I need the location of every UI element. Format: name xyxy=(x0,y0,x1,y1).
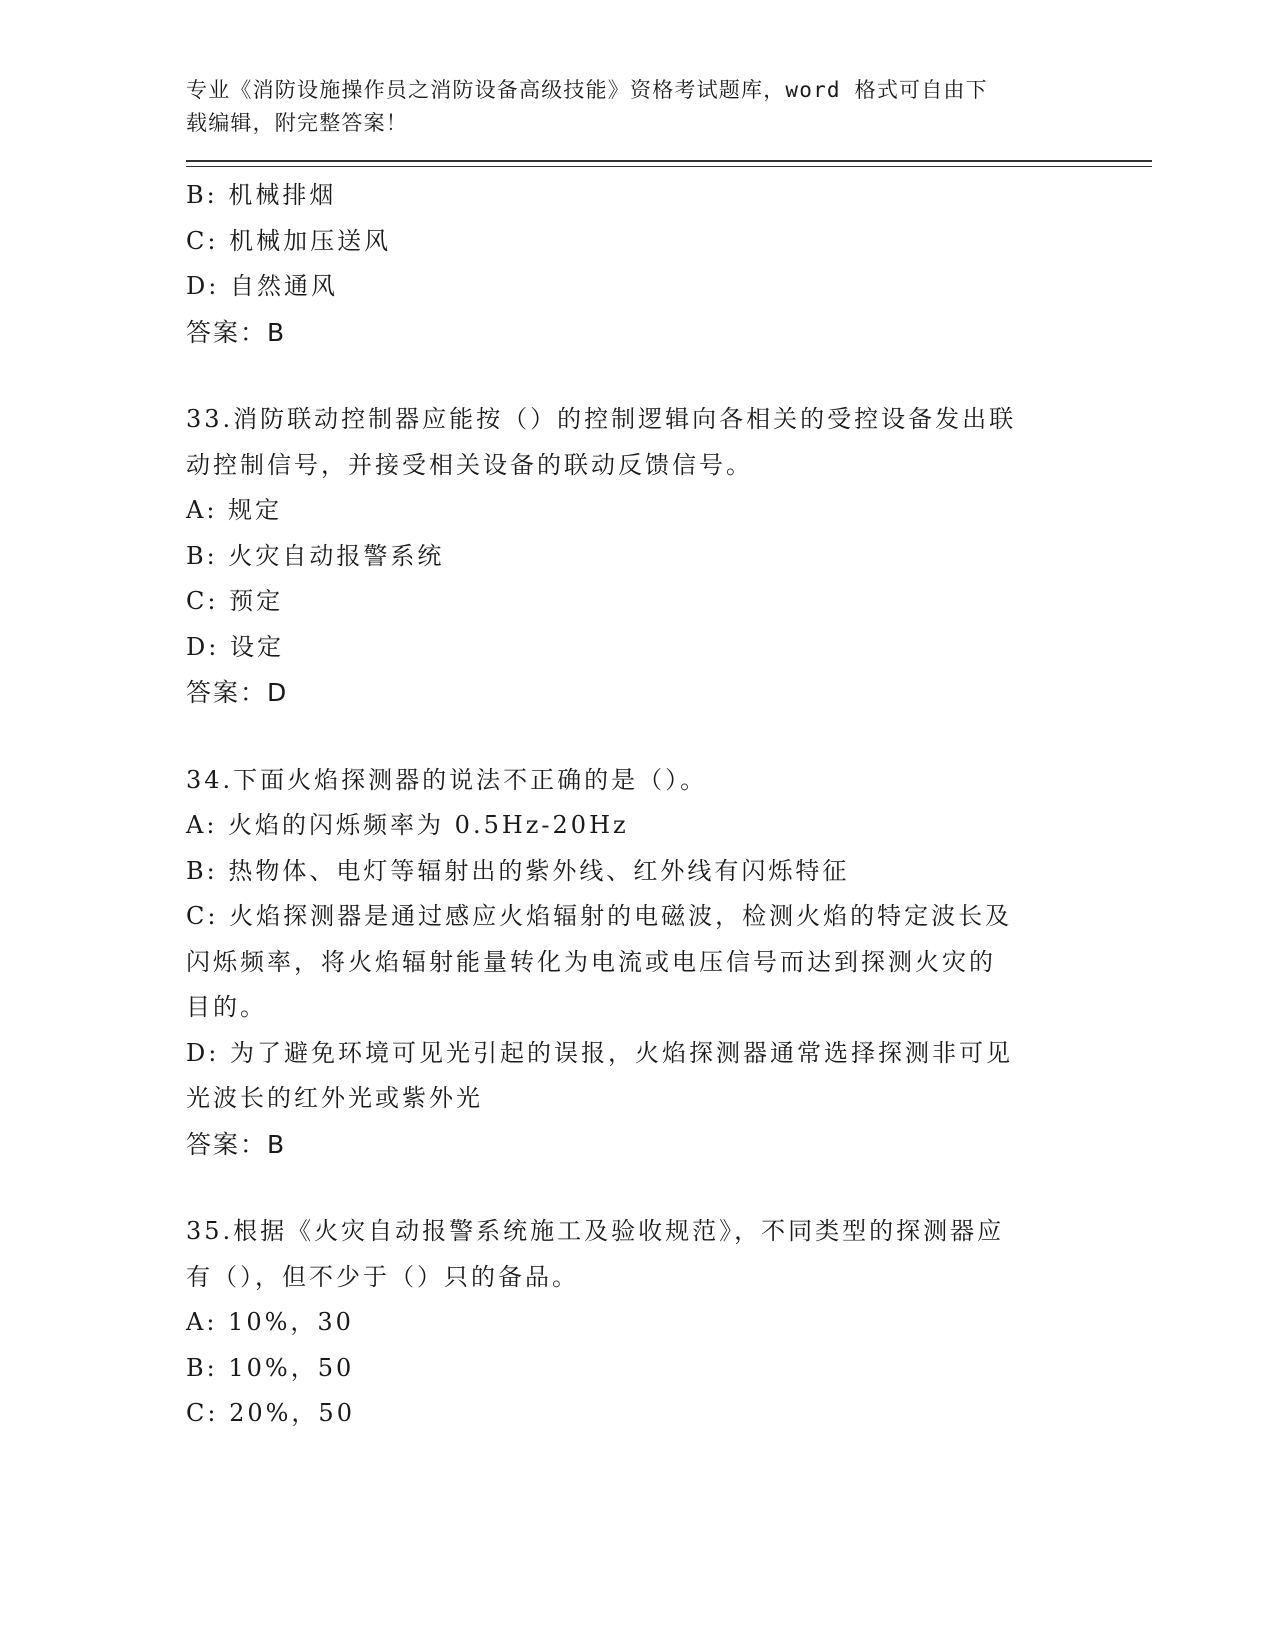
stem-line: 34.下面火焰探测器的说法不正确的是（）。 xyxy=(186,765,708,794)
document-header xyxy=(186,74,1066,140)
header-line-2: 载编辑，附完整答案！ xyxy=(186,111,408,135)
option-d: D: 自然通风 xyxy=(186,272,338,300)
stem-line: 33.消防联动控制器应能按（）的控制逻辑向各相关的受控设备发出联 xyxy=(186,405,1017,433)
option-d: D: 设定 xyxy=(186,632,284,661)
question-35 xyxy=(186,1209,1066,1437)
option-b: B: 热物体、电灯等辐射出的紫外线、红外线有闪烁特征 xyxy=(186,856,850,885)
question-stem xyxy=(186,1209,1066,1300)
option-line: 闪烁频率，将火焰辐射能量转化为电流或电压信号而达到探测火灾的 xyxy=(186,947,996,976)
answer: 答案：D xyxy=(186,678,289,707)
stem-line: 35.根据《火灾自动报警系统施工及验收规范》，不同类型的探测器应 xyxy=(186,1217,1005,1245)
option-c: C: 预定 xyxy=(186,587,284,615)
option-c: C: 机械加压送风 xyxy=(186,226,392,255)
question-33 xyxy=(186,397,1066,716)
question-list xyxy=(186,173,1066,1437)
answer: 答案：B xyxy=(186,1129,287,1159)
option-line: C: 火焰探测器是通过感应火焰辐射的电磁波，检测火焰的特定波长及 xyxy=(186,902,1013,930)
option-c: C: 20%，50 xyxy=(186,1399,355,1427)
option-b: B: 火灾自动报警系统 xyxy=(186,541,445,570)
option-a: A: 规定 xyxy=(186,496,283,524)
option-line: D: 为了避免环境可见光引起的误报，火焰探测器通常选择探测非可见 xyxy=(186,1038,1013,1067)
option-d xyxy=(186,1031,1066,1122)
stem-line: 动控制信号，并接受相关设备的联动反馈信号。 xyxy=(186,450,753,479)
option-c xyxy=(186,894,1066,1031)
stem-line: 有（），但不少于（）只的备品。 xyxy=(186,1262,579,1291)
question-34 xyxy=(186,758,1066,1168)
answer: 答案：B xyxy=(186,317,287,347)
header-divider xyxy=(186,160,1152,167)
option-a: A: 10%，30 xyxy=(186,1308,354,1336)
option-a: A: 火焰的闪烁频率为 0.5Hz-20Hz xyxy=(186,811,629,839)
header-line-1: 专业《消防设施操作员之消防设备高级技能》资格考试题库，word 格式可自由下 xyxy=(186,78,988,102)
option-line: 目的。 xyxy=(186,993,267,1021)
option-line: 光波长的红外光或紫外光 xyxy=(186,1084,483,1112)
question-stem xyxy=(186,758,1066,804)
document-page xyxy=(186,0,1156,1437)
option-b: B: 10%，50 xyxy=(186,1353,355,1382)
question-32-tail xyxy=(186,173,1066,355)
question-stem xyxy=(186,397,1066,488)
option-b: B: 机械排烟 xyxy=(186,181,337,209)
